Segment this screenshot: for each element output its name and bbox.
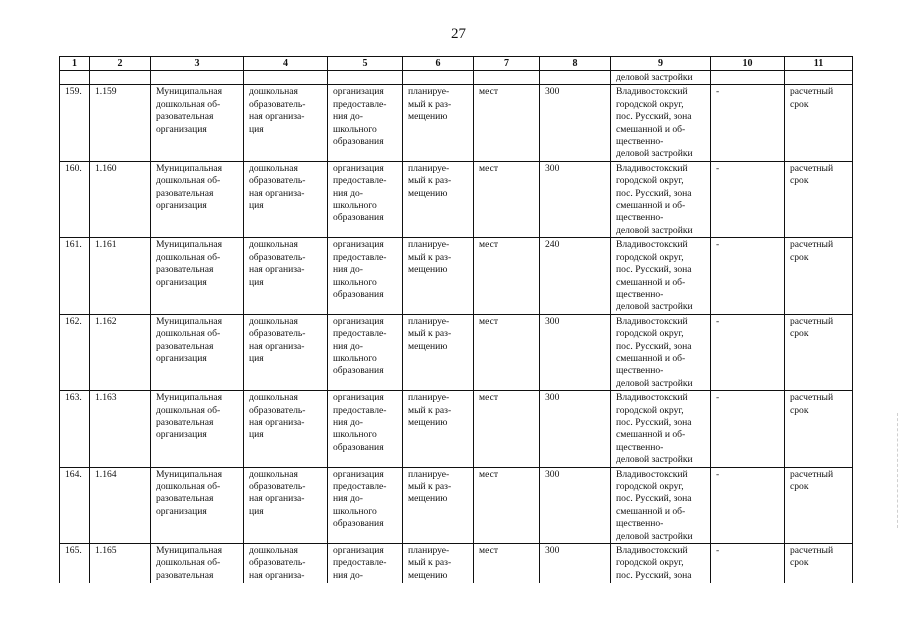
table-cell: 165. [60, 544, 90, 584]
table-cell: организация предоставле- ния до- школьного образования [328, 391, 403, 467]
table-cell: Владивостокский городской округ, пос. Русский, зона смешанной и об- щественно- деловой застройки [611, 467, 711, 543]
table-cell: дошкольная образователь- ная организа- ция [244, 391, 328, 467]
table-cell: организация предоставле- ния до- школьного образования [328, 161, 403, 237]
column-header: 3 [151, 57, 244, 71]
table-cell: Владивостокский городской округ, пос. Русский, зона смешанной и об- щественно- деловой застройки [611, 391, 711, 467]
table-cell: мест [474, 391, 540, 467]
facilities-table [59, 56, 853, 583]
page-number: 27 [451, 26, 466, 42]
table-cell: 240 [540, 238, 611, 314]
table-cell: мест [474, 544, 540, 584]
table-cell: Муниципальная дошкольная об- разовательная организация [151, 314, 244, 390]
table-cell [151, 71, 244, 85]
table-cell: Муниципальная дошкольная об- разовательная организация [151, 467, 244, 543]
table-cell: - [711, 314, 785, 390]
table-cell: планируе- мый к раз- мещению [403, 314, 474, 390]
table-row [60, 238, 853, 314]
table-row [60, 85, 853, 161]
table-cell: расчетный срок [785, 467, 853, 543]
table-cell: планируе- мый к раз- мещению [403, 544, 474, 584]
table-row [60, 161, 853, 237]
table-cell: - [711, 391, 785, 467]
table-cell: 163. [60, 391, 90, 467]
table-cell: 300 [540, 314, 611, 390]
table-cell: 161. [60, 238, 90, 314]
table-cell: дошкольная образователь- ная организа- ция [244, 161, 328, 237]
column-header: 10 [711, 57, 785, 71]
table-cell: 1.162 [90, 314, 151, 390]
table-cell: 1.159 [90, 85, 151, 161]
table-cell [90, 71, 151, 85]
table-cell: - [711, 544, 785, 584]
table-cell: Владивостокский городской округ, пос. Русский, зона смешанной и об- щественно- деловой застройки [611, 238, 711, 314]
column-header: 7 [474, 57, 540, 71]
header-row [60, 57, 853, 71]
table-cell: расчетный срок [785, 85, 853, 161]
table-cell: 1.165 [90, 544, 151, 584]
table-cell: дошкольная образователь- ная организа- ция [244, 467, 328, 543]
table-row [60, 314, 853, 390]
column-header: 1 [60, 57, 90, 71]
table-cell: 300 [540, 85, 611, 161]
table-cell: Муниципальная дошкольная об- разовательная организация [151, 85, 244, 161]
table-cell: 1.164 [90, 467, 151, 543]
table-cell: Муниципальная дошкольная об- разовательная организация [151, 238, 244, 314]
table-cell: Владивостокский городской округ, пос. Русский, зона смешанной и об- щественно- деловой застройки [611, 85, 711, 161]
table-cell [244, 71, 328, 85]
table-cell: дошкольная образователь- ная организа- ция [244, 314, 328, 390]
table-cell [403, 71, 474, 85]
column-header: 6 [403, 57, 474, 71]
table-cell: 160. [60, 161, 90, 237]
table-cell: - [711, 467, 785, 543]
table-cell: дошкольная образователь- ная организа- ция [244, 238, 328, 314]
table-cell [60, 71, 90, 85]
table-cell: 300 [540, 161, 611, 237]
table-row [60, 467, 853, 543]
table-cell: планируе- мый к раз- мещению [403, 238, 474, 314]
column-header: 2 [90, 57, 151, 71]
table-cell: 1.163 [90, 391, 151, 467]
table-cell: расчетный срок [785, 238, 853, 314]
table-cell: - [711, 85, 785, 161]
table-cell [785, 71, 853, 85]
table-cell: дошкольная образователь- ная организа- [244, 544, 328, 584]
table-cell: организация предоставле- ния до- школьного образования [328, 314, 403, 390]
table-cell [474, 71, 540, 85]
table-cell: мест [474, 85, 540, 161]
table-cell: мест [474, 467, 540, 543]
column-header: 5 [328, 57, 403, 71]
column-header: 9 [611, 57, 711, 71]
table-cell: расчетный срок [785, 544, 853, 584]
table-cell [540, 71, 611, 85]
continuation-row [60, 71, 853, 85]
column-header: 4 [244, 57, 328, 71]
table-cell: организация предоставле- ния до- [328, 544, 403, 584]
table-cell: 162. [60, 314, 90, 390]
table-cell: планируе- мый к раз- мещению [403, 161, 474, 237]
table-cell: деловой застройки [611, 71, 711, 85]
table-cell: организация предоставле- ния до- школьного образования [328, 467, 403, 543]
table-cell: Владивостокский городской округ, пос. Русский, зона [611, 544, 711, 584]
table-cell: мест [474, 238, 540, 314]
table-cell: организация предоставле- ния до- школьного образования [328, 85, 403, 161]
scan-edge-line [897, 413, 899, 528]
table-cell: Муниципальная дошкольная об- разовательная [151, 544, 244, 584]
table-cell: планируе- мый к раз- мещению [403, 467, 474, 543]
table-cell: 164. [60, 467, 90, 543]
table-cell: планируе- мый к раз- мещению [403, 391, 474, 467]
table-cell: дошкольная образователь- ная организа- ция [244, 85, 328, 161]
table-cell: 159. [60, 85, 90, 161]
table-cell: Муниципальная дошкольная об- разовательная организация [151, 161, 244, 237]
table-cell: - [711, 161, 785, 237]
column-header: 8 [540, 57, 611, 71]
table-cell: 1.161 [90, 238, 151, 314]
table-row [60, 544, 853, 584]
table-cell: 300 [540, 467, 611, 543]
table-cell: 300 [540, 544, 611, 584]
table-cell: 1.160 [90, 161, 151, 237]
table-cell [328, 71, 403, 85]
table-cell: - [711, 238, 785, 314]
table-cell: планируе- мый к раз- мещению [403, 85, 474, 161]
table-cell: расчетный срок [785, 391, 853, 467]
table-cell: Владивостокский городской округ, пос. Русский, зона смешанной и об- щественно- деловой застройки [611, 314, 711, 390]
column-header: 11 [785, 57, 853, 71]
table-cell [711, 71, 785, 85]
table-cell: расчетный срок [785, 314, 853, 390]
table-cell: мест [474, 314, 540, 390]
table-cell: мест [474, 161, 540, 237]
table-cell: расчетный срок [785, 161, 853, 237]
table-row [60, 391, 853, 467]
table-cell: Муниципальная дошкольная об- разовательная организация [151, 391, 244, 467]
table-cell: Владивостокский городской округ, пос. Русский, зона смешанной и об- щественно- деловой застройки [611, 161, 711, 237]
table-cell: 300 [540, 391, 611, 467]
table-cell: организация предоставле- ния до- школьного образования [328, 238, 403, 314]
